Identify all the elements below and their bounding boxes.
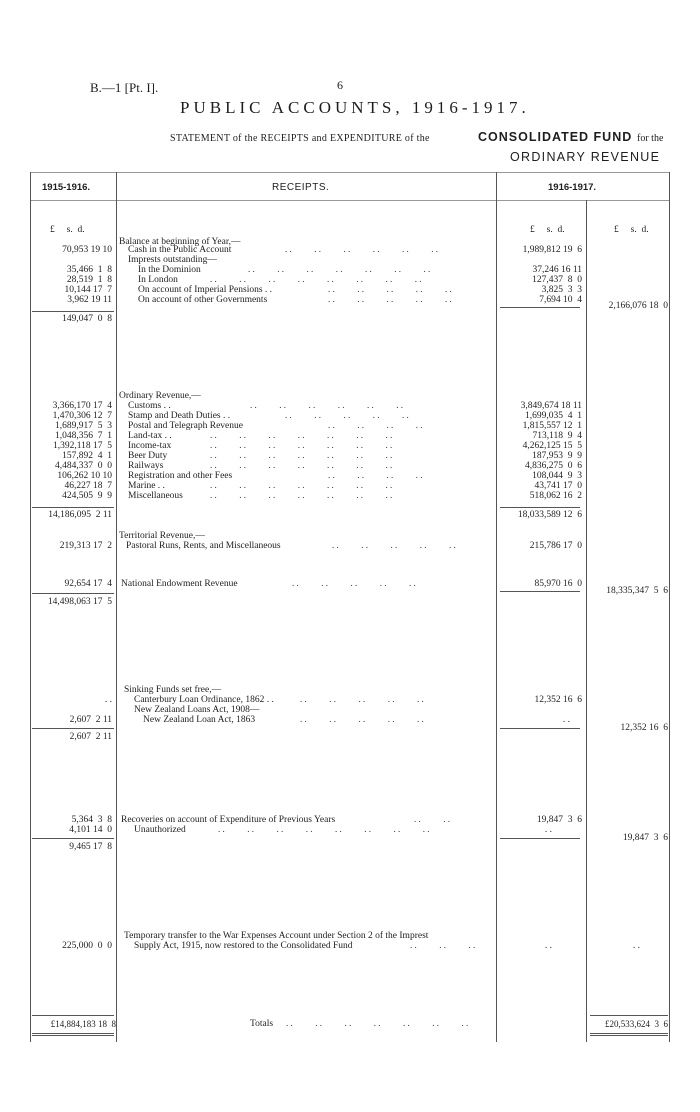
row-label: Marine . . [128,481,165,491]
ordinary-subtotal-prev: 14,186,095 2 11 [48,510,112,520]
col-divider-right [669,172,670,1042]
prev-amount: 28,519 1 8 [66,275,112,285]
cur-amount: 12,352 16 6 [534,695,582,705]
currency-header-total: £ s. d. [614,225,649,235]
prev-amount: 1,689,917 5 3 [55,421,112,431]
sum-rule [590,1033,668,1034]
leader-dots: . . . . . . . . . . . . . . [210,440,393,450]
cur-amount: 215,786 17 0 [529,541,582,551]
cur-amount: . . [562,715,570,725]
transfer-line1: Temporary transfer to the War Expenses Account under Section 2 of the Imprest [124,931,429,941]
balance-heading: Balance at beginning of Year,— [119,237,241,247]
leader-dots: . . . . . . . . . . . . . . [210,450,393,460]
cur-amount: . . [544,941,552,951]
sum-rule [500,307,580,308]
col-divider-3 [586,200,587,1042]
row-label: On account of Imperial Pensions . . [138,285,273,295]
cur-amount: 43,741 17 0 [534,481,582,491]
sum-rule [500,728,580,729]
row-label: Income-tax [128,441,172,451]
row-label: Imprests outstanding— [128,255,217,265]
prev-amount: 1,048,356 7 1 [55,431,112,441]
row-label: Registration and other Fees [128,471,233,481]
prev-amount: 1,470,306 12 7 [52,411,112,421]
cur-amount: . . [544,825,552,835]
balance-subtotal-prev: 149,047 0 8 [62,314,112,324]
row-label: Land-tax . . [128,431,172,441]
prev-amount: 4,484,337 0 0 [55,461,112,471]
ordinary-heading: Ordinary Revenue,— [119,391,201,401]
ordinary-total-cur: 18,335,347 5 6 [606,586,668,596]
endowment-subtotal-prev: 14,498,063 17 5 [47,597,112,607]
row-label: Miscellaneous [128,491,183,501]
row-label: Supply Act, 1915, now restored to the Consolidated Fund [134,941,353,951]
recoveries-subtotal-prev: 9,465 17 8 [69,842,112,852]
prev-amount: 157,892 4 1 [62,451,112,461]
prev-amount: 424,505 9 9 [62,491,112,501]
prev-amount: 219,313 17 2 [59,541,112,551]
cur-amount: 37,246 16 11 [532,265,582,275]
cur-amount: 3,849,674 18 11 [520,401,582,411]
cur-amount: 1,699,035 4 1 [525,411,582,421]
right-year-header: 1916-1917. [548,182,597,193]
prev-amount: 70,953 19 10 [62,245,112,255]
statement-bold: CONSOLIDATED FUND [478,130,633,144]
table-top-rule [30,172,670,173]
cur-amount: 1,815,557 12 1 [522,421,582,431]
row-label: New Zealand Loan Act, 1863 [143,715,256,725]
cur-amount: 187,953 9 9 [532,451,582,461]
sinking-heading: Sinking Funds set free,— [124,685,222,695]
row-label: Pastoral Runs, Rents, and Miscellaneous [126,541,281,551]
row-label: Cash in the Public Account [128,245,232,255]
leader-dots: . . . . . . . . . . . . . . [210,460,393,470]
row-label: Beer Duty [128,451,168,461]
leader-dots: . . . . . . . . [328,420,423,430]
cur-amount: 1,989,812 19 6 [522,245,582,255]
prev-amount: 3,366,170 17 4 [52,401,112,411]
row-label: Canterbury Loan Ordinance, 1862 . . [134,695,274,705]
cur-amount: 127,437 8 0 [532,275,582,285]
sum-rule [32,311,114,312]
cur-amount: 19,847 3 6 [536,815,582,825]
leader-dots: . . . . . . . . . . . . [250,400,403,410]
document-reference: B.—1 [Pt. I]. [90,80,159,95]
leader-dots: . . . . . . . . . . . . . . [210,480,393,490]
sum-rule [32,593,114,594]
totals-prev: £14,884,183 18 8 [50,1019,116,1029]
currency-header-prev: £ s. d. [50,225,85,235]
row-label: Railways [128,461,164,471]
col-divider-1 [116,172,117,1042]
cur-amount: 108,044 9 3 [532,471,582,481]
prev-amount: 3,962 19 11 [67,295,112,305]
header-bottom-rule [30,200,670,201]
page-title: PUBLIC ACCOUNTS, 1916-1917. [180,98,530,117]
leader-dots: . . . . . . . . . . [285,410,409,420]
row-label: Customs . . [128,401,171,411]
prev-amount: 225,000 0 0 [62,941,112,951]
cur-amount: 518,062 16 2 [529,491,582,501]
sum-rule [32,1035,114,1036]
prev-amount: 46,227 18 7 [64,481,112,491]
row-label: In the Dominion [138,265,201,275]
cur-amount: 3,825 3 3 [541,285,582,295]
sum-rule [590,1035,668,1036]
balance-total-cur: 2,166,076 18 0 [608,301,668,311]
page-number: 6 [337,78,343,92]
cur-amount: 7,694 10 4 [539,295,582,305]
sum-rule [500,507,580,508]
cur-amount: 4,836,275 0 6 [525,461,582,471]
sum-rule [590,1015,668,1016]
prev-amount: 10,144 17 7 [64,285,112,295]
territorial-heading: Territorial Revenue,— [119,531,205,541]
row-label: Recoveries on account of Expenditure of Previous Years [121,815,336,825]
prev-amount: . . [104,695,112,705]
row-label: National Endowment Revenue [121,579,238,589]
sum-rule [32,728,114,729]
sum-rule [32,1015,114,1016]
statement-subtitle: ORDINARY REVENUE [510,150,661,164]
currency-header-cur: £ s. d. [530,225,565,235]
sum-rule [500,591,580,592]
cur-amount: 713,118 9 4 [532,431,582,441]
statement-suffix: for the [637,133,664,144]
totals-cur: £20,533,624 3 6 [605,1019,668,1029]
row-label: In London [138,275,178,285]
leader-dots: . . . . . . . . . . . . . . [210,430,393,440]
totals-label: Totals [250,1019,274,1029]
receipts-header: RECEIPTS. [272,182,330,193]
row-label: Stamp and Death Duties . . [128,411,231,421]
row-label: Unauthorized [134,825,186,835]
ordinary-subtotal-cur: 18,033,589 12 6 [517,510,582,520]
prev-amount: 5,364 3 8 [71,815,112,825]
sinking-total-cur: 12,352 16 6 [620,723,668,733]
sum-rule [32,507,114,508]
statement-prefix: STATEMENT of the RECEIPTS and EXPENDITURE of the [170,133,430,144]
leader-dots: . . . . . . . . [328,470,423,480]
sum-rule [32,838,114,839]
sum-rule [500,838,580,839]
prev-amount: 106,262 10 10 [57,471,112,481]
recoveries-total-cur: 19,847 3 6 [622,833,668,843]
row-label: On account of other Governments [138,295,268,305]
prev-amount: 4,101 14 0 [69,825,112,835]
prev-amount: 35,466 1 8 [66,265,112,275]
prev-amount: 92,654 17 4 [64,579,112,589]
col-divider-left [30,172,31,1042]
row-label: Postal and Telegraph Revenue [128,421,243,431]
left-year-header: 1915-1916. [42,182,91,193]
sinking-subtotal-prev: 2,607 2 11 [69,732,112,742]
cur-amount: 85,970 16 0 [534,579,582,589]
cur-amount: 4,262,125 15 5 [522,441,582,451]
total-amount: . . [632,941,640,951]
sum-rule [32,1033,114,1034]
row-label: New Zealand Loans Act, 1908— [134,705,260,715]
leader-dots: . . . . . . . . . . . . . . [210,490,393,500]
prev-amount: 2,607 2 11 [69,715,112,725]
prev-amount: 1,392,118 17 5 [52,441,112,451]
